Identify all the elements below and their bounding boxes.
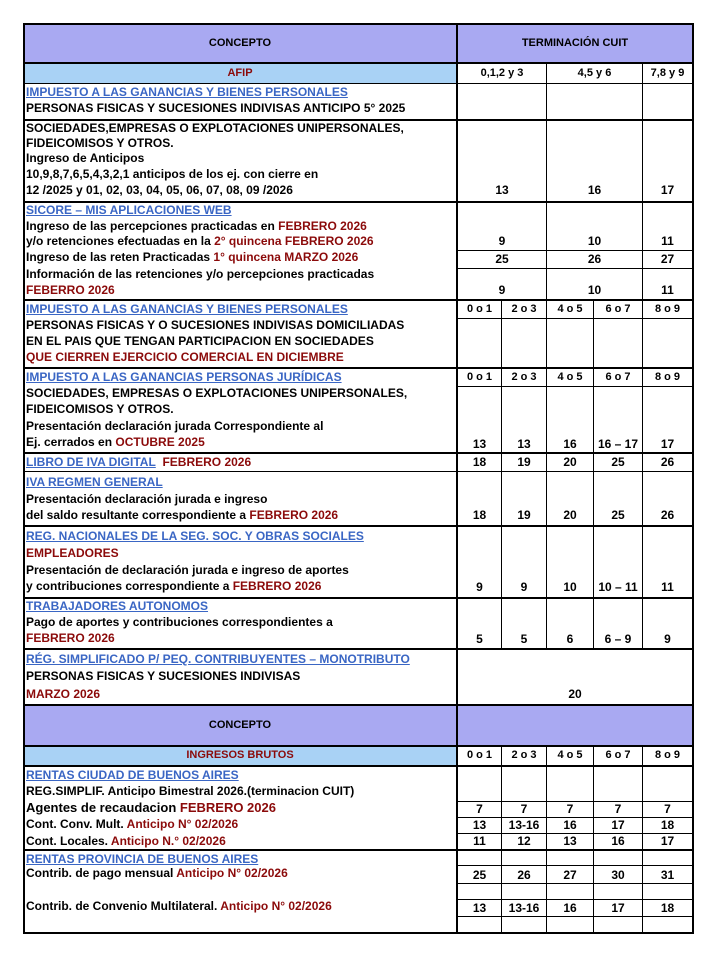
s7-value-3: 25	[611, 508, 625, 522]
s5-pair-1: 2 o 3	[511, 371, 537, 383]
ganancias-bienes-link-2[interactable]: IMPUESTO A LAS GANANCIAS Y BIENES PERSONALES	[26, 302, 348, 316]
s4-line-1: PERSONAS FISICAS Y O SUCESIONES INDIVISAS DOMICILIADAS	[26, 318, 405, 332]
caba-agentes-4: 7	[664, 802, 671, 816]
s6-value-0: 18	[472, 455, 487, 469]
s5-pair-3: 6 o 7	[605, 371, 631, 383]
s4-pair-0: 0 o 1	[466, 303, 493, 315]
pba-conv-1: 13-16	[508, 901, 540, 915]
caba-conv-4: 18	[660, 818, 675, 832]
s4-pair-1: 2 o 3	[511, 303, 537, 315]
sicore-v3-0: 9	[498, 283, 506, 297]
s2-value-0: 13	[495, 183, 509, 197]
pba-mensual-2: 27	[563, 868, 577, 882]
ib-pair-2: 4 o 5	[557, 749, 583, 761]
iva-regimen-link[interactable]: IVA REGMEN GENERAL	[26, 475, 163, 489]
s5-pair-4: 8 o 9	[654, 371, 681, 383]
s5-line-1: SOCIEDADES, EMPRESAS O EXPLOTACIONES UNIPERSONALES,	[26, 386, 408, 400]
pba-mensual-0: 25	[472, 868, 487, 882]
s9-value-1: 5	[520, 632, 528, 646]
sicore-v1-2: 11	[661, 234, 674, 248]
caba-locales-1: 12	[517, 834, 531, 848]
s4-pair-3: 6 o 7	[605, 303, 631, 315]
s2-value-1: 16	[587, 183, 602, 197]
s4-pair-2: 4 o 5	[557, 303, 583, 315]
libro-iva-link[interactable]: LIBRO DE IVA DIGITAL	[26, 455, 156, 469]
sicore-v1-1: 10	[587, 234, 602, 248]
ganancias-juridicas-link[interactable]: IMPUESTO A LAS GANANCIAS PERSONAS JURÍDICAS	[26, 370, 342, 384]
sicore-line-4: Información de las retenciones y/o percepciones practicadas	[26, 267, 375, 281]
pba-conv-4: 18	[660, 901, 675, 915]
s5-value-1: 13	[517, 437, 531, 451]
ib-pair-1: 2 o 3	[511, 749, 537, 761]
s10-line-1: PERSONAS FISICAS Y SUCESIONES INDIVISAS	[26, 669, 301, 683]
s8-value-4: 11	[661, 580, 674, 594]
caba-conv-0: 13	[472, 818, 487, 832]
s8-value-2: 10	[563, 580, 577, 594]
s9-line-1: Pago de aportes y contribuciones correspondientes a	[26, 615, 333, 629]
s8-value-3: 10 – 11	[598, 580, 638, 594]
sicore-line-3: Ingreso de las reten Practicadas 1° quincena MARZO 2026	[26, 250, 359, 264]
s6-value-1: 19	[517, 455, 531, 469]
sicore-v1-0: 9	[498, 234, 506, 248]
monotributo-value: 20	[568, 687, 582, 701]
s6-value-2: 20	[563, 455, 577, 469]
autonomos-link[interactable]: TRABAJADORES AUTONOMOS	[26, 599, 209, 613]
rentas-pba-link[interactable]: RENTAS PROVINCIA DE BUENOS AIRES	[26, 852, 259, 866]
s8-value-1: 9	[520, 580, 528, 594]
libro-iva-line: LIBRO DE IVA DIGITAL FEBRERO 2026	[26, 455, 252, 469]
sicore-v3-1: 10	[587, 283, 602, 297]
s5-value-3: 16 – 17	[597, 437, 639, 451]
sicore-v3-2: 11	[661, 283, 674, 297]
sicore-line-1: Ingreso de las percepciones practicadas en FEBRERO 2026	[26, 219, 367, 233]
caba-locales-0: 11	[473, 834, 486, 848]
rentas-caba-link[interactable]: RENTAS CIUDAD DE BUENOS AIRES	[26, 768, 239, 782]
seg-soc-link[interactable]: REG. NACIONALES DE LA SEG. SOC. Y OBRAS SOCIALES	[26, 529, 364, 543]
pba-line-2: Contrib. de Convenio Multilateral. Anticipo N° 02/2026	[26, 899, 332, 913]
s5-pair-0: 0 o 1	[466, 371, 493, 383]
s4-pair-4: 8 o 9	[654, 303, 681, 315]
caba-agentes-3: 7	[614, 802, 622, 816]
caba-locales-3: 16	[611, 834, 625, 848]
ib-pair-4: 8 o 9	[654, 749, 681, 761]
s4-line-2: EN EL PAIS QUE TENGAN PARTICIPACION EN SOCIEDADES	[26, 334, 374, 348]
caba-line-1: REG.SIMPLIF. Anticipo Bimestral 2026.(terminacion CUIT)	[26, 784, 355, 798]
pba-mensual-4: 31	[660, 868, 675, 882]
s5-line-4: Ej. cerrados en OCTUBRE 2025	[26, 435, 205, 449]
sociedades-line-3: Ingreso de Anticipos	[26, 151, 145, 165]
cuit-group-1: 4,5 y 6	[577, 67, 612, 79]
s9-value-4: 9	[664, 632, 671, 646]
pba-conv-3: 17	[611, 901, 625, 915]
sociedades-line-2: FIDEICOMISOS Y OTROS.	[26, 136, 174, 150]
s5-value-0: 13	[472, 437, 487, 451]
caba-agentes-0: 7	[476, 802, 483, 816]
sicore-v2-1: 26	[587, 252, 602, 266]
caba-agentes-2: 7	[566, 802, 574, 816]
ganancias-bienes-link[interactable]: IMPUESTO A LAS GANANCIAS Y BIENES PERSONALES	[26, 85, 348, 99]
cuit-group-0: 0,1,2 y 3	[480, 67, 524, 79]
anticipo-personas-text: PERSONAS FISICAS Y SUCESIONES INDIVISAS ANTICIPO 5° 2025	[26, 101, 406, 115]
s9-value-2: 6	[566, 632, 574, 646]
caba-line-3: Cont. Conv. Mult. Anticipo N° 02/2026	[26, 817, 239, 831]
terminacion-cuit-header: TERMINACIÓN CUIT	[521, 37, 629, 49]
s5-pair-2: 4 o 5	[557, 371, 583, 383]
sicore-v2-0: 25	[495, 252, 509, 266]
s7-line-2: del saldo resultante correspondiente a FEBRERO 2026	[26, 508, 339, 522]
cuit-group-2: 7,8 y 9	[650, 67, 685, 79]
s5-line-3: Presentación declaración jurada Correspondiente al	[26, 419, 324, 433]
s8-line-2: Presentación de declaración jurada e ingreso de aportes	[26, 563, 349, 577]
s7-value-1: 19	[517, 508, 531, 522]
caba-conv-2: 16	[563, 818, 577, 832]
monotributo-link[interactable]: RÉG. SIMPLIFICADO P/ PEQ. CONTRIBUYENTES – MONOTRIBUTO	[26, 652, 410, 666]
s9-value-3: 6 – 9	[604, 632, 632, 646]
pba-mensual-3: 30	[611, 868, 625, 882]
caba-line-2: Agentes de recaudacion FEBRERO 2026	[26, 800, 276, 815]
s5-value-4: 17	[660, 437, 675, 451]
caba-line-4: Cont. Locales. Anticipo N.° 02/2026	[26, 834, 226, 848]
s4-line-3: QUE CIERREN EJERCICIO COMERCIAL EN DICIEMBRE	[26, 350, 344, 364]
sicore-v2-2: 27	[660, 252, 675, 266]
caba-locales-4: 17	[660, 834, 675, 848]
s6-value-3: 25	[611, 455, 625, 469]
sicore-line-5: FEBERRO 2026	[26, 283, 115, 297]
pba-line-1: Contrib. de pago mensual Anticipo N° 02/2026	[26, 866, 288, 880]
concepto-header-2: CONCEPTO	[208, 719, 272, 731]
s8-value-0: 9	[476, 580, 483, 594]
caba-conv-1: 13-16	[508, 818, 540, 832]
s9-value-0: 5	[476, 632, 483, 646]
ib-pair-3: 6 o 7	[605, 749, 631, 761]
caba-agentes-1: 7	[520, 802, 528, 816]
s7-value-0: 18	[472, 508, 487, 522]
sicore-line-2: y/o retenciones efectuadas en la 2° quincena FEBRERO 2026	[26, 234, 374, 248]
s8-line-3: y contribuciones correspondiente a FEBRERO 2026	[26, 579, 322, 593]
s7-value-4: 26	[660, 508, 675, 522]
afip-label: AFIP	[227, 67, 253, 79]
sociedades-line-1: SOCIEDADES,EMPRESAS O EXPLOTACIONES UNIPERSONALES,	[26, 121, 404, 135]
s2-value-2: 17	[660, 183, 675, 197]
ib-pair-0: 0 o 1	[466, 749, 493, 761]
sicore-link[interactable]: SICORE – MIS APLICACIONES WEB	[26, 203, 232, 217]
s9-line-2: FEBRERO 2026	[26, 631, 115, 645]
s5-value-2: 16	[563, 437, 577, 451]
ingresos-brutos-label: INGRESOS BRUTOS	[186, 749, 294, 761]
sociedades-line-5: 12 /2025 y 01, 02, 03, 04, 05, 06, 07, 08, 09 /2026	[26, 183, 293, 197]
s6-value-4: 26	[660, 455, 675, 469]
s7-line-1: Presentación declaración jurada e ingreso	[26, 492, 268, 506]
concepto-header: CONCEPTO	[208, 37, 272, 49]
s8-line-1: EMPLEADORES	[26, 546, 119, 560]
sociedades-line-4: 10,9,8,7,6,5,4,3,2,1 anticipos de los ej. con cierre en	[26, 167, 319, 181]
pba-conv-2: 16	[563, 901, 577, 915]
s10-line-2: MARZO 2026	[26, 687, 101, 701]
s5-line-2: FIDEICOMISOS Y OTROS.	[26, 402, 174, 416]
pba-mensual-1: 26	[517, 868, 531, 882]
caba-locales-2: 13	[563, 834, 577, 848]
s7-value-2: 20	[563, 508, 577, 522]
pba-conv-0: 13	[472, 901, 487, 915]
caba-conv-3: 17	[611, 818, 625, 832]
